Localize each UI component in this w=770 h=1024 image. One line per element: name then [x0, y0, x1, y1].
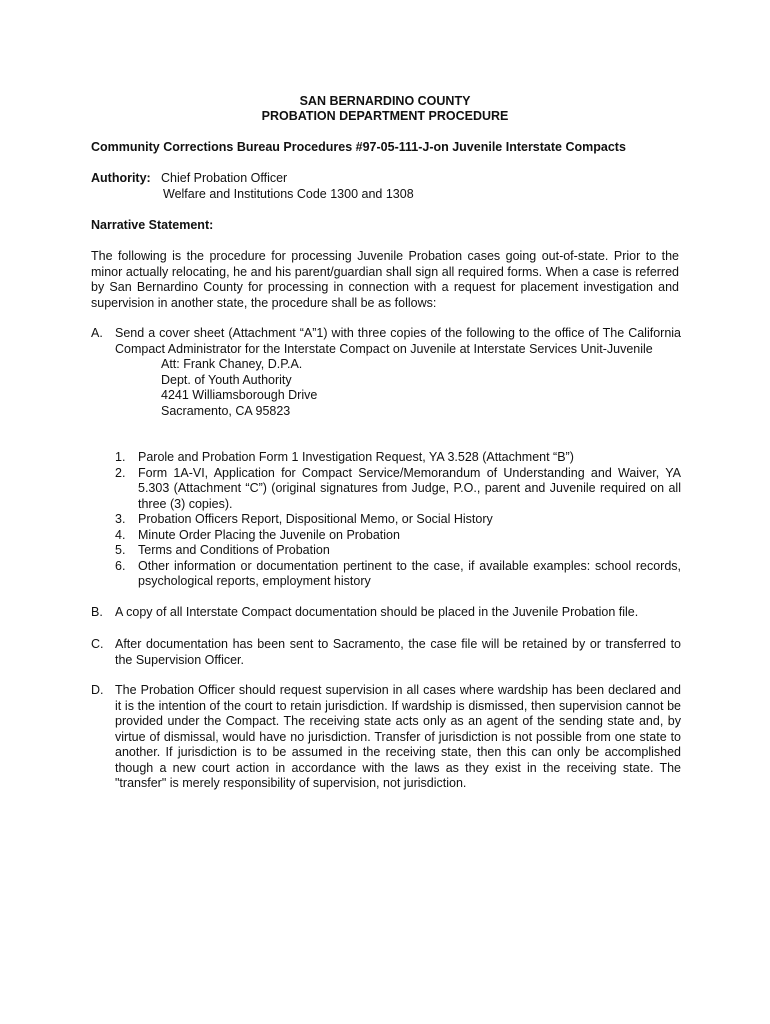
section-a-text: Send a cover sheet (Attachment “A”1) with three copies of the following to the office of The California Compact Administrator for the Interstate Compact on Juvenile at Interstate Services Unit-Juvenile [115, 326, 681, 356]
address-line: Sacramento, CA 95823 [161, 403, 291, 418]
section-b-text: A copy of all Interstate Compact documentation should be placed in the Juvenile Probation file. [115, 605, 639, 619]
list-item-text: Probation Officers Report, Dispositional Memo, or Social History [138, 512, 493, 526]
address-line: Dept. of Youth Authority [161, 372, 292, 387]
attachment-list [115, 450, 681, 590]
section-b [91, 605, 681, 621]
list-item [115, 466, 681, 513]
section-c [91, 637, 681, 668]
narrative-heading: Narrative Statement: [91, 218, 214, 232]
list-item-text: Minute Order Placing the Juvenile on Probation [138, 527, 400, 542]
authority-label: Authority: [91, 171, 151, 185]
list-item-number: 3. [115, 512, 126, 526]
list-item-text: Parole and Probation Form 1 Investigation Request, YA 3.528 (Attachment “B”) [138, 450, 574, 464]
list-item [115, 450, 681, 466]
procedure-subject: Community Corrections Bureau Procedures #97-05-111-J-on Juvenile Interstate Compacts [91, 140, 626, 154]
section-b-letter: B. [91, 605, 103, 619]
list-item-number: 4. [115, 527, 126, 542]
list-item [115, 559, 681, 590]
list-item-text: Other information or documentation pertinent to the case, if available examples: school records, psychological reports, employment history [138, 558, 681, 588]
address-line: Att: Frank Chaney, D.P.A. [161, 357, 303, 371]
list-item-text: Form 1A-VI, Application for Compact Service/Memorandum of Understanding and Waiver, YA 5.303 (Attachment “C”) (original signatures from Judge, P.O., parent and Juvenile required on all three (3) copies). [138, 465, 681, 511]
address-line: 4241 Williamsborough Drive [161, 388, 318, 402]
narrative-text: The following is the procedure for processing Juvenile Probation cases going out-of-state. Prior to the minor actually relocating, he and his parent/guardian shall sign all required forms. When a case is referred by San Bernardino County for processing in connection with a request for placement investigation and supervision in another state, the procedure shall be as follows: [91, 249, 679, 310]
list-item [115, 543, 681, 559]
county-title: SAN BERNARDINO COUNTY [299, 94, 471, 108]
section-d-text: The Probation Officer should request supervision in all cases where wardship has been declared and it is the intention of the court to retain jurisdiction. If wardship is dismissed, then supervision cannot be provided under the Compact. The receiving state acts only as an agent of the sending state and, by virtue of dismissal, would have no jurisdiction. Transfer of jurisdiction is not possible from one state to another. If jurisdiction is to be assumed in the receiving state, then this can only be accomplished though a new court action in accordance with the laws as they exist in the receiving state. The "transfer" is merely responsibility of supervision, not jurisdiction. [115, 683, 681, 790]
list-item-number: 6. [115, 558, 126, 573]
section-d-letter: D. [91, 683, 104, 697]
section-a-letter: A. [91, 326, 103, 340]
authority-line-1: Chief Probation Officer [161, 171, 288, 185]
list-item [115, 512, 681, 528]
list-item-text: Terms and Conditions of Probation [138, 543, 330, 557]
address-block [161, 357, 681, 419]
list-item-number: 5. [115, 543, 126, 557]
list-item-number: 1. [115, 450, 126, 464]
section-d [91, 683, 681, 792]
department-title: PROBATION DEPARTMENT PROCEDURE [261, 109, 509, 123]
section-a [91, 326, 681, 419]
authority-block [91, 171, 414, 201]
section-c-letter: C. [91, 637, 104, 651]
list-item-number: 2. [115, 465, 126, 480]
authority-line-2: Welfare and Institutions Code 1300 and 1308 [163, 187, 414, 201]
section-c-text: After documentation has been sent to Sacramento, the case file will be retained by or transferred to the Supervision Officer. [115, 637, 681, 667]
list-item [115, 528, 681, 544]
